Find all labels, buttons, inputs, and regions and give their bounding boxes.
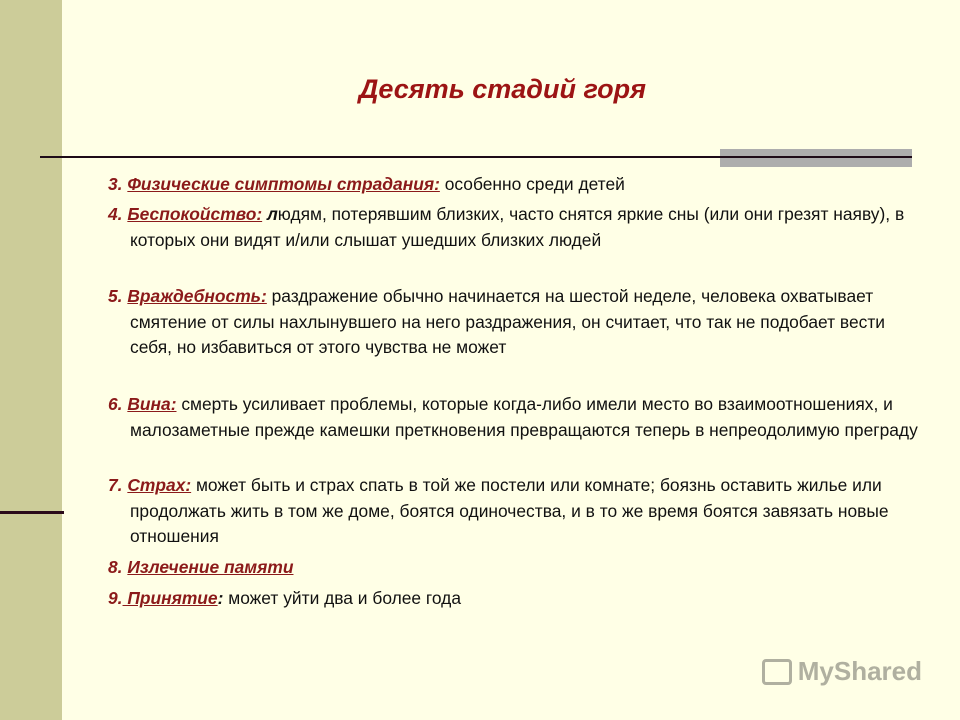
item-text-bold: л bbox=[262, 204, 278, 224]
item-number: 5. bbox=[108, 286, 128, 306]
watermark bbox=[762, 656, 922, 687]
list-item bbox=[108, 555, 930, 581]
title-accent-bar bbox=[720, 149, 912, 167]
sidebar-decoration bbox=[0, 0, 62, 720]
item-text: юдям, потерявшим близких, часто снятся яркие сны (или они грезят наяву), в которых они видят и/или слышат ушедших близких людей bbox=[130, 204, 905, 250]
item-text: может быть и страх спать в той же постели или комнате; боязнь оставить жилье или продолжать жить в том же доме, боятся одиночества, и в то же время боятся завязать новые отношения bbox=[130, 475, 889, 546]
item-label: Вина: bbox=[127, 394, 177, 414]
item-number: 7. bbox=[108, 475, 128, 495]
item-number: 4. bbox=[108, 204, 128, 224]
divider bbox=[0, 511, 64, 514]
item-text: особенно среди детей bbox=[439, 174, 625, 194]
list-item bbox=[108, 586, 930, 612]
list-item bbox=[108, 172, 930, 198]
item-label: Излечение памяти bbox=[127, 557, 294, 577]
myshared-logo-icon bbox=[762, 659, 792, 685]
title-divider bbox=[40, 156, 912, 158]
item-label: Физические симптомы страдания: bbox=[127, 174, 440, 194]
slide-title: Десять стадий горя bbox=[358, 74, 647, 104]
item-text-bold: : bbox=[217, 588, 224, 608]
item-number: 8. bbox=[108, 557, 128, 577]
item-label: Враждебность: bbox=[127, 286, 267, 306]
list-item bbox=[108, 202, 930, 253]
item-label: Беспокойство: bbox=[127, 204, 263, 224]
item-text: смерть усиливает проблемы, которые когда-либо имели место во взаимоотношениях, и малозаметные прежде камешки преткновения превращаются теперь в непреодолимую преграду bbox=[130, 394, 918, 440]
list-item bbox=[108, 284, 930, 361]
watermark-text: MyShared bbox=[797, 656, 922, 686]
item-label: Принятие bbox=[122, 588, 218, 608]
item-label: Страх: bbox=[127, 475, 192, 495]
item-text: может уйти два и более года bbox=[223, 588, 461, 608]
list-item bbox=[108, 473, 930, 550]
item-number: 6. bbox=[108, 394, 128, 414]
item-text: раздражение обычно начинается на шестой неделе, человека охватывает смятение от силы нахлынувшего на него раздражения, он считает, что так не подобает вести себя, но избавиться от этого чувства не может bbox=[130, 286, 886, 357]
item-number: 9. bbox=[108, 588, 123, 608]
list-item bbox=[108, 392, 930, 443]
item-number: 3. bbox=[108, 174, 128, 194]
